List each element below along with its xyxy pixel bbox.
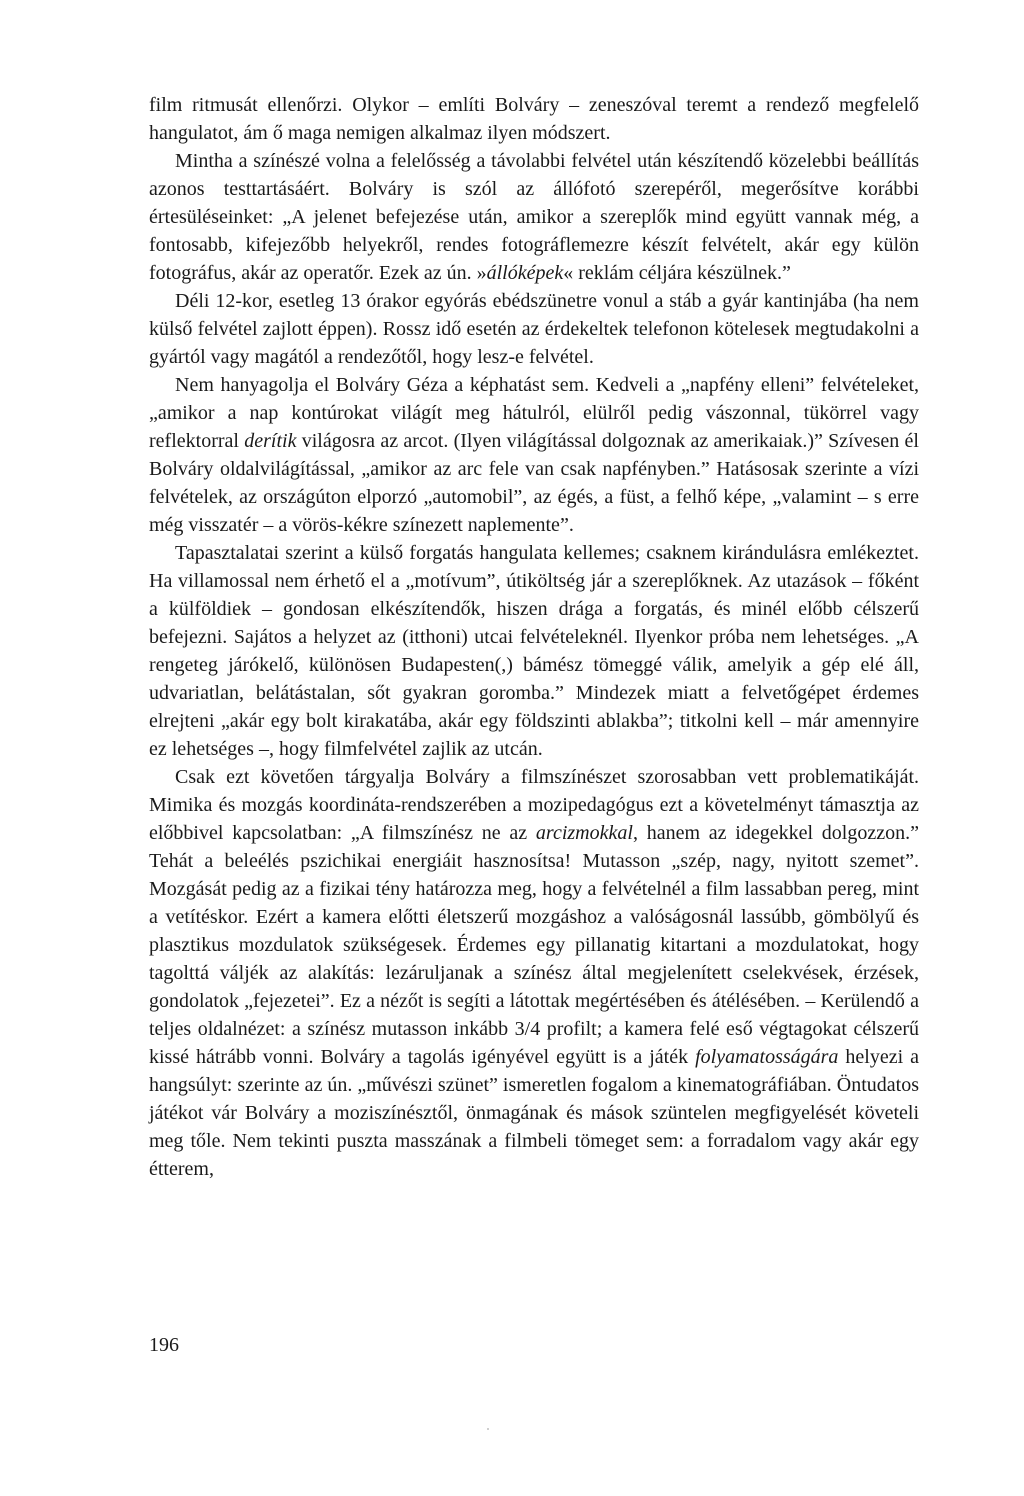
text-run: Mintha a színészé volna a felelősség a távolabbi felvétel után készítendő közelebbi beállítás azonos testtartásáért. Bolváry is szól az állófotó szerepéről, megerősítve korábbi értesüléseinket: „A jelenet befejezése után, amikor a szereplők mind együtt vannak még, a fontosabb, kifejezőbb helyekről, rendes fotográflemezre készít felvételt, akár egy külön fotográfus, akár az operatőr. Ezek az ún. » <box>149 150 919 284</box>
text-run: helyezi a hangsúlyt: szerinte az ún. „művészi szünet” ismeretlen fogalom a kinematográfiában. Öntudatos játékot vár Bolváry a moziszínésztől, önmagának és mások szüntelen megfigyelését követeli meg tőle. Nem tekinti puszta masszának a filmbeli tömeget sem: a forradalom vagy akár egy étterem, <box>149 1046 919 1180</box>
scan-speck <box>487 1428 489 1430</box>
paragraph-1 <box>149 91 919 147</box>
italic-run: derítik <box>244 430 297 452</box>
body-text <box>149 91 919 1183</box>
text-run: , hanem az idegekkel dolgozzon.” Tehát a beleélés pszichikai energiáit hasznosítsa! Mutasson „szép, nagy, nyitott szemet”. Mozgását pedig az a fizikai tény határozza meg, hogy a felvételnél a film lassabban pereg, mint a vetítéskor. Ezért a kamera előtti életszerű mozgáshoz a valóságosnál lassúbb, gömbölyű és plasztikus mozdulatok szükségesek. Érdemes egy pillanatig kitartani a mozdulatokat, hogy tagolttá váljék az alakítás: lezáruljanak a színész által megjelenített cselekvések, érzések, gondolatok „fejezetei”. Ez a nézőt is segíti a látottak megértésében és átélésében. – Kerülendő a teljes oldalnézet: a színész mutasson inkább 3/4 profilt; a kamera felé eső végtagokat célszerű kissé hátrább vonni. Bolváry a tagolás igényével együtt is a játék <box>149 822 919 1068</box>
paragraph-5 <box>149 539 919 763</box>
text-run: Déli 12-kor, esetleg 13 órakor egyórás ebédszünetre vonul a stáb a gyár kantinjába (ha nem külső felvétel zajlott éppen). Rossz idő esetén az érdekeltek telefonon kötelesek megtudakolni a gyártól vagy magától a rendezőtől, hogy lesz-e felvétel. <box>149 290 919 368</box>
paragraph-3 <box>149 287 919 371</box>
paragraph-6 <box>149 763 919 1183</box>
text-run: film ritmusát ellenőrzi. Olykor – említi Bolváry – zeneszóval teremt a rendező megfelelő hangulatot, ám ő maga nemigen alkalmaz ilyen módszert. <box>149 94 919 144</box>
text-run: világosra az arcot. (Ilyen világítással dolgoznak az amerikaiak.)” Szívesen él Bolváry oldalvilágítással, „amikor az arc fele van csak napfényben.” Hatásosak szerinte a vízi felvételek, az országúton elporzó „automobil”, az égés, a füst, a felhő képe, „valamint – s erre még visszatér – a vörös-kékre színezett naplemente”. <box>149 430 919 536</box>
italic-run: folyamatosságára <box>695 1046 839 1068</box>
page-number: 196 <box>149 1334 179 1356</box>
italic-run: állóképek <box>486 262 564 284</box>
text-run: Nem hanyagolja el Bolváry Géza a képhatást sem. Kedveli a „napfény elleni” felvételeket, „amikor a nap kontúrokat világít meg hátulról, elülről pedig vászonnal, tükörrel vagy reflektorral <box>149 374 919 452</box>
text-run: Csak ezt követően tárgyalja Bolváry a filmszínészet szorosabban vett problematikáját. Mimika és mozgás koordináta-rendszerében a mozipedagógus ezt a követelményt támasztja az előbbivel kapcsolatban: „A filmszínész ne az <box>149 766 919 844</box>
italic-run: arcizmokkal <box>535 822 633 844</box>
paragraph-2 <box>149 147 919 287</box>
paragraph-4 <box>149 371 919 539</box>
text-run: « reklám céljára készülnek.” <box>563 262 791 284</box>
text-run: Tapasztalatai szerint a külső forgatás hangulata kellemes; csaknem kirándulásra emlékeztet. Ha villamossal nem érhető el a „motívum”, útiköltség jár a szereplőknek. Az utazások – főként a külföldiek – gondosan elkészítendők, hiszen drága a forgatás, és minél előbb célszerű befejezni. Sajátos a helyzet az (itthoni) utcai felvételeknél. Ilyenkor próba nem lehetséges. „A rengeteg járókelő, különösen Budapesten(,) bámész tömeggé válik, amelyik a gép elé áll, udvariatlan, belátástalan, sőt gyakran goromba.” Mindezek miatt a felvetőgépet érdemes elrejteni „akár egy bolt kirakatába, akár egy földszinti ablakba”; titkolni kell – már amennyire ez lehetséges –, hogy filmfelvétel zajlik az utcán. <box>149 542 919 760</box>
